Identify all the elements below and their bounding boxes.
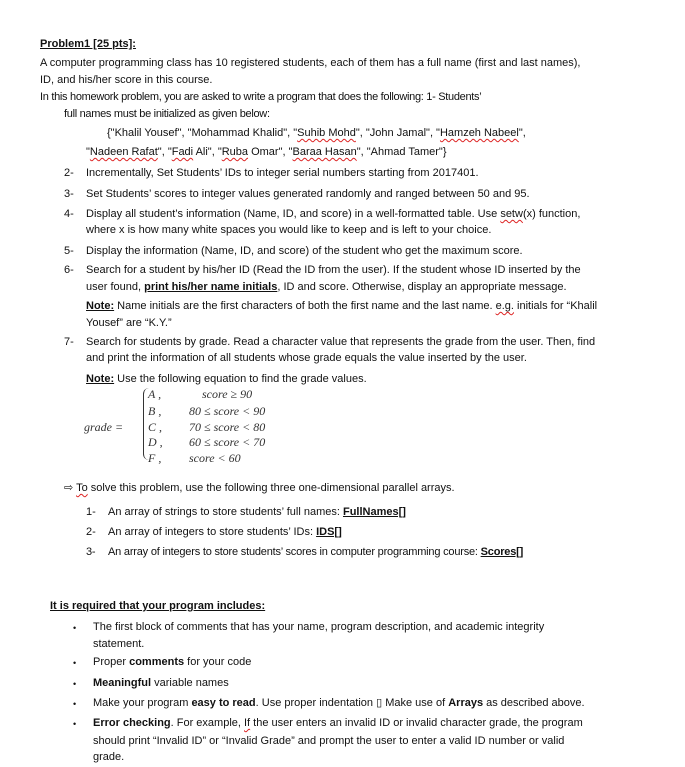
names-line: {"Khalil Yousef", "Mohammad Khalid", "Suhib Mohd", "John Jamal", "Hamzeh Nabeel", bbox=[107, 127, 526, 139]
list-item: 7- Search for students by grade. Read a character value that represents the grade from the user. Then, find bbox=[64, 336, 596, 348]
names-line: "Nadeen Rafat", "Fadi Ali", "Ruba Omar", "Baraa Hasan", "Ahmad Tamer"} bbox=[86, 146, 447, 158]
bullet-icon: • bbox=[73, 699, 77, 709]
intro-line: ID, and his/her score in this course. bbox=[40, 74, 213, 86]
case-grade: D , bbox=[148, 435, 163, 449]
requirement-item-cont: should print “Invalid ID” or “Invalid Grade” and prompt the user to enter a valid ID number or valid bbox=[93, 735, 565, 747]
requirement-item-cont: statement. bbox=[93, 638, 145, 650]
note: Note: Use the following equation to find the grade values. bbox=[86, 373, 367, 385]
note-cont: Yousef” are “K.Y.” bbox=[86, 317, 172, 329]
list-item: 2- Incrementally, Set Students’ IDs to integer serial numbers starting from 2017401. bbox=[64, 167, 479, 179]
array-item: 3- An array of integers to store students’ scores in computer programming course: Scores[] bbox=[86, 546, 524, 558]
list-item: 4- Display all student’s information (Name, ID, and score) in a well-formatted table. Use setw(x) function, bbox=[64, 208, 581, 220]
requirement-item: Meaningful variable names bbox=[93, 677, 229, 689]
requirement-item: Error checking. For example, If the user enters an invalid ID or invalid character grade, the program bbox=[93, 717, 583, 729]
case-grade: F , bbox=[148, 451, 162, 465]
requirement-item: Proper comments for your code bbox=[93, 656, 252, 668]
bullet-icon: • bbox=[73, 658, 77, 668]
bullet-icon: • bbox=[73, 679, 77, 689]
case-cond: score < 60 bbox=[189, 451, 241, 465]
case-grade: C , bbox=[148, 420, 163, 434]
case-cond: 70 ≤ score < 80 bbox=[189, 420, 266, 434]
case-grade: A , bbox=[148, 387, 162, 401]
case-cond: 60 ≤ score < 70 bbox=[189, 435, 266, 449]
list-item-cont: where x is how many white spaces you would like to keep and is left to your choice. bbox=[86, 224, 492, 236]
equation-lhs: grade = bbox=[84, 420, 124, 434]
requirement-item: The first block of comments that has your name, program description, and academic integrity bbox=[93, 621, 545, 633]
list-item-cont: user found, print his/her name initials, ID and score. Otherwise, display an appropriate message. bbox=[86, 281, 567, 293]
arrow-right-icon: ⇨ bbox=[64, 482, 74, 494]
bullet-icon: • bbox=[73, 719, 77, 729]
box-glyph-icon: ▯ bbox=[376, 697, 383, 709]
array-item: 2- An array of integers to store students’ IDs: IDS[] bbox=[86, 526, 342, 538]
problem-title: Problem1 [25 pts]: bbox=[40, 38, 136, 50]
case-cond: 80 ≤ score < 90 bbox=[189, 404, 266, 418]
case-cond: score ≥ 90 bbox=[202, 387, 253, 401]
requirement-item-cont: grade. bbox=[93, 751, 125, 763]
note: Note: Name initials are the first characters of both the first name and the last name. e.g. initials for “Khalil bbox=[86, 300, 598, 312]
list-item: 6- Search for a student by his/her ID (Read the ID from the user). If the student whose ID inserted by the bbox=[64, 264, 581, 276]
intro-line: In this homework problem, you are asked to write a program that does the following: 1- Students’ bbox=[40, 91, 482, 103]
list-item-cont: and print the information of all students whose grade equals the value inserted by the user. bbox=[86, 352, 527, 364]
arrays-intro: ⇨ To solve this problem, use the following three one-dimensional parallel arrays. bbox=[64, 482, 455, 494]
intro-line: A computer programming class has 10 registered students, each of them has a full name (first and last names), bbox=[40, 57, 581, 69]
requirement-item: Make your program easy to read. Use proper indentation ▯ Make use of Arrays as described above. bbox=[93, 697, 585, 709]
bullet-icon: • bbox=[73, 623, 77, 633]
requirements-heading: It is required that your program includes: bbox=[50, 600, 266, 612]
intro-line: full names must be initialized as given below: bbox=[64, 108, 270, 120]
list-item: 5- Display the information (Name, ID, and score) of the student who get the maximum score. bbox=[64, 245, 523, 257]
case-grade: B , bbox=[148, 404, 162, 418]
list-item: 3- Set Students’ scores to integer values generated randomly and ranged between 50 and 95. bbox=[64, 188, 530, 200]
array-item: 1- An array of strings to store students’ full names: FullNames[] bbox=[86, 506, 406, 518]
